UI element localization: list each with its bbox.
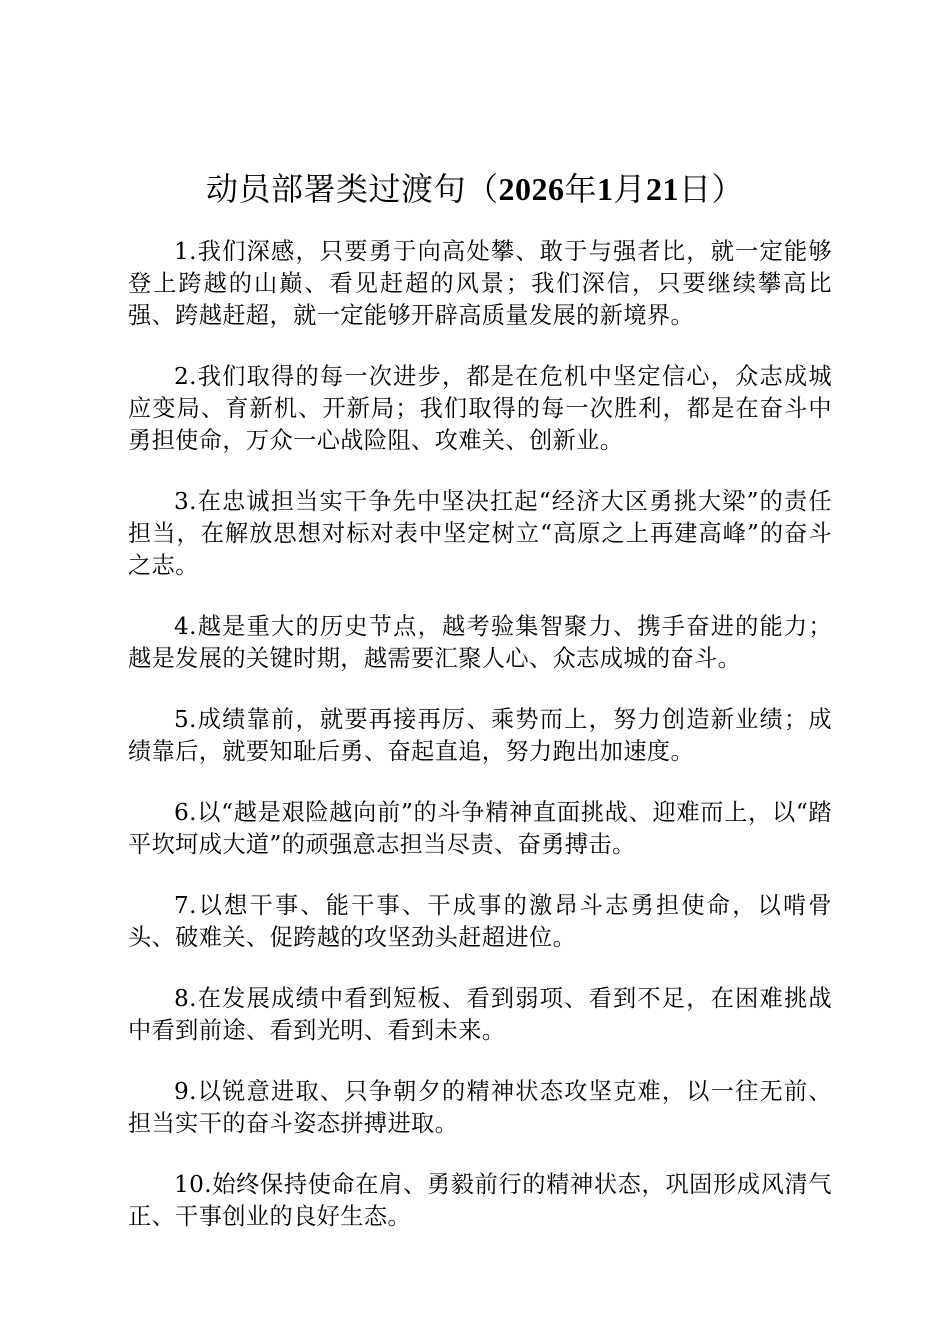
list-item: 8.在发展成绩中看到短板、看到弱项、看到不足，在困难挑战中看到前途、看到光明、看到未来。 xyxy=(128,985,832,1044)
title-prefix: 动员部署类过渡句（ xyxy=(205,170,499,208)
list-item: 5.成绩靠前，就要再接再厉、乘势而上，努力创造新业绩；成绩靠后，就要知耻后勇、奋起直追，努力跑出加速度。 xyxy=(128,706,832,765)
title-month: 1 xyxy=(597,171,614,207)
transition-sentence-list xyxy=(128,236,832,1262)
title-suffix: 日） xyxy=(679,170,745,208)
title-year: 2026 xyxy=(498,171,565,207)
title-day: 21 xyxy=(646,171,680,207)
list-item: 7.以想干事、能干事、干成事的激昂斗志勇担使命，以啃骨头、破难关、促跨越的攻坚劲头赶超进位。 xyxy=(128,892,832,951)
title-month-char: 月 xyxy=(613,170,647,208)
document-title xyxy=(0,166,950,212)
list-item: 3.在忠诚担当实干争先中坚决扛起“经济大区勇挑大梁”的责任担当，在解放思想对标对表中坚定树立“高原之上再建高峰”的奋斗之志。 xyxy=(128,488,832,579)
list-item: 4.越是重大的历史节点，越考验集智聚力、携手奋进的能力；越是发展的关键时期，越需要汇聚人心、众志成城的奋斗。 xyxy=(128,613,832,672)
list-item: 6.以“越是艰险越向前”的斗争精神直面挑战、迎难而上，以“踏平坎坷成大道”的顽强意志担当尽责、奋勇搏击。 xyxy=(128,799,832,858)
list-item: 9.以锐意进取、只争朝夕的精神状态攻坚克难，以一往无前、担当实干的奋斗姿态拼搏进取。 xyxy=(128,1078,832,1137)
list-item: 10.始终保持使命在肩、勇毅前行的精神状态，巩固形成风清气正、干事创业的良好生态。 xyxy=(128,1171,832,1230)
title-year-char: 年 xyxy=(564,170,597,208)
list-item: 2.我们取得的每一次进步，都是在危机中坚定信心，众志成城应变局、育新机、开新局；我们取得的每一次胜利，都是在奋斗中勇担使命，万众一心战险阻、攻难关、创新业。 xyxy=(128,363,832,454)
list-item: 1.我们深感，只要勇于向高处攀、敢于与强者比，就一定能够登上跨越的山巅、看见赶超的风景；我们深信，只要继续攀高比强、跨越赶超，就一定能够开辟高质量发展的新境界。 xyxy=(128,238,832,329)
